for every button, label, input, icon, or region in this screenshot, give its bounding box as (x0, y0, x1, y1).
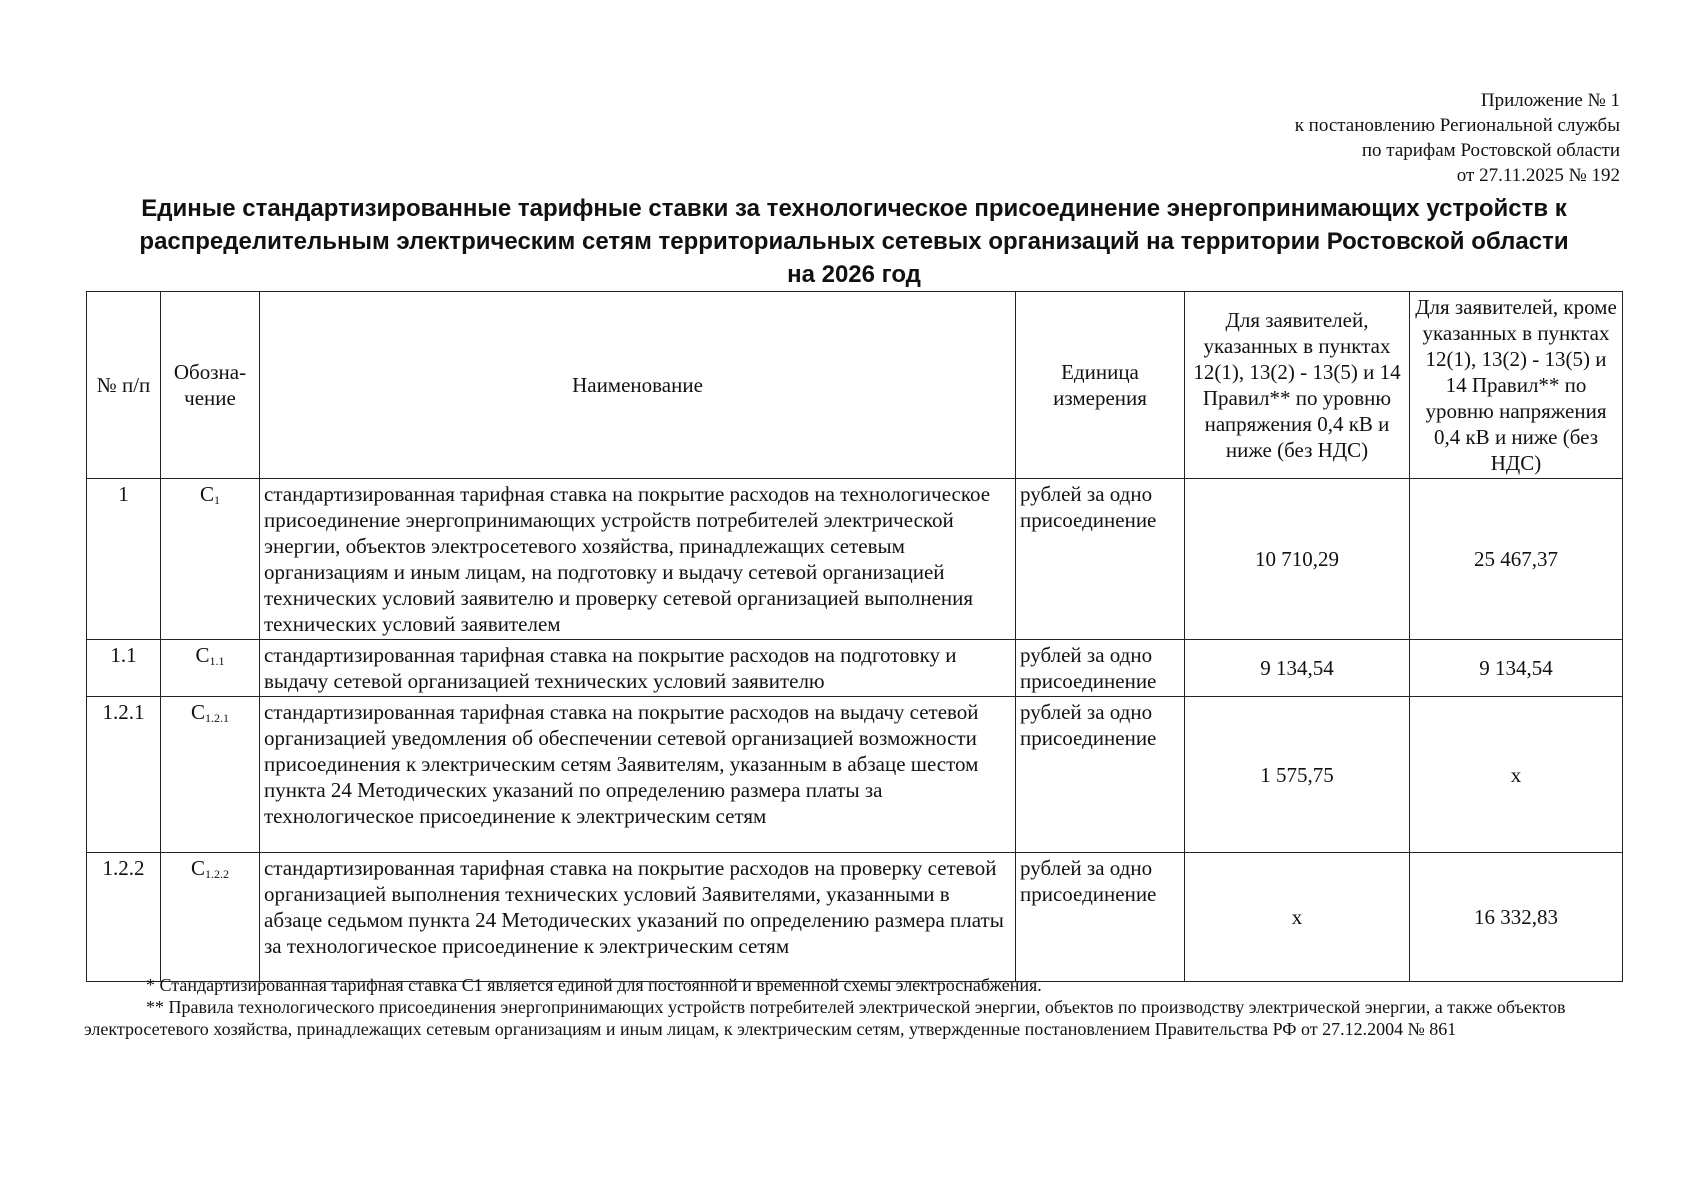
row-value-b: 25 467,37 (1410, 479, 1623, 640)
header-col-a: Для заявителей, указанных в пунктах 12(1), 13(2) - 13(5) и 14 Правил** по уровню напряжения 0,4 кВ и ниже (без НДС) (1185, 292, 1410, 479)
row-code-sub: 1.1 (209, 654, 225, 668)
row-num: 1.2.2 (87, 853, 161, 982)
annex-line-2: к постановлению Региональной службы (1294, 115, 1620, 136)
table-header-row (87, 292, 1623, 479)
annex-line-4: от 27.11.2025 № 192 (1456, 165, 1620, 186)
title-line-2: распределительным электрическим сетям территориальных сетевых организаций на территории Ростовской области (139, 228, 1569, 255)
header-num: № п/п (87, 292, 161, 479)
annex-line-1: Приложение № 1 (1480, 90, 1620, 111)
row-unit: рублей за одно присоединение (1016, 640, 1185, 697)
row-num: 1.2.1 (87, 697, 161, 853)
header-unit: Единица измерения (1016, 292, 1185, 479)
row-code-base: С (190, 700, 205, 724)
row-code-sub: 1 (214, 493, 220, 507)
row-code-sub: 1.2.1 (205, 711, 229, 725)
title-line-1: Единые стандартизированные тарифные ставки за технологическое присоединение энергопринимающих устройств к (141, 195, 1567, 222)
document-title (84, 192, 1624, 291)
title-line-3: на 2026 год (787, 261, 921, 288)
row-name: стандартизированная тарифная ставка на покрытие расходов на проверку сетевой организацией выполнения технических условий Заявителями, указанными в абзаце седьмом пункта 24 Методических указаний по определению размера платы за технологическое присоединение к электрическим сетям (260, 853, 1016, 982)
row-value-b: х (1410, 697, 1623, 853)
row-name: стандартизированная тарифная ставка на покрытие расходов на выдачу сетевой организацией уведомления об обеспечении сетевой организацией возможности присоединения к электрическим сетям Заявителям, указанным в абзаце шестом пункта 24 Методических указаний по определению размера платы за технологическое присоединение к электрическим сетям (260, 697, 1016, 853)
footnote-1: * Стандартизированная тарифная ставка С1 является единой для постоянной и временной схемы электроснабжения. (146, 975, 1042, 995)
annex-line-3: по тарифам Ростовской области (1361, 140, 1620, 161)
row-value-b: 9 134,54 (1410, 640, 1623, 697)
row-value-a: 1 575,75 (1185, 697, 1410, 853)
row-value-a: 10 710,29 (1185, 479, 1410, 640)
row-code-base: С (199, 482, 214, 506)
row-code (161, 697, 260, 853)
row-name: стандартизированная тарифная ставка на покрытие расходов на технологическое присоединение энергопринимающих устройств потребителей электрической энергии, объектов электросетевого хозяйства, принадлежащих сетевым организациям и иным лицам, на подготовку и выдачу сетевой организацией технических условий заявителю и проверку сетевой организацией выполнения технических условий заявителем (260, 479, 1016, 640)
header-code: Обозна-чение (161, 292, 260, 479)
row-value-a: 9 134,54 (1185, 640, 1410, 697)
row-value-b: 16 332,83 (1410, 853, 1623, 982)
row-code-base: С (190, 856, 205, 880)
footnotes (84, 974, 1624, 1040)
row-num: 1 (87, 479, 161, 640)
tariff-table (86, 291, 1623, 982)
row-unit: рублей за одно присоединение (1016, 853, 1185, 982)
header-name: Наименование (260, 292, 1016, 479)
row-name: стандартизированная тарифная ставка на покрытие расходов на подготовку и выдачу сетевой организацией технических условий заявителю (260, 640, 1016, 697)
row-num: 1.1 (87, 640, 161, 697)
table-row (87, 640, 1623, 697)
row-value-a: х (1185, 853, 1410, 982)
row-code (161, 479, 260, 640)
row-unit: рублей за одно присоединение (1016, 479, 1185, 640)
table-row (87, 697, 1623, 853)
header-col-b: Для заявителей, кроме указанных в пунктах 12(1), 13(2) - 13(5) и 14 Правил** по уровню напряжения 0,4 кВ и ниже (без НДС) (1410, 292, 1623, 479)
table-row (87, 853, 1623, 982)
row-code-sub: 1.2.2 (205, 867, 229, 881)
row-code (161, 853, 260, 982)
footnote-2: ** Правила технологического присоединения энергопринимающих устройств потребителей электрической энергии, объектов по производству электрической энергии, а также объектов электросетевого хозяйства, принадлежащих сетевым организациям и иным лицам, к электрическим сетям, утвержденные постановлением Правительства РФ от 27.12.2004 № 861 (84, 997, 1566, 1039)
row-code-base: С (195, 643, 210, 667)
annex-header (1295, 88, 1620, 188)
row-unit: рублей за одно присоединение (1016, 697, 1185, 853)
table-row (87, 479, 1623, 640)
row-code (161, 640, 260, 697)
